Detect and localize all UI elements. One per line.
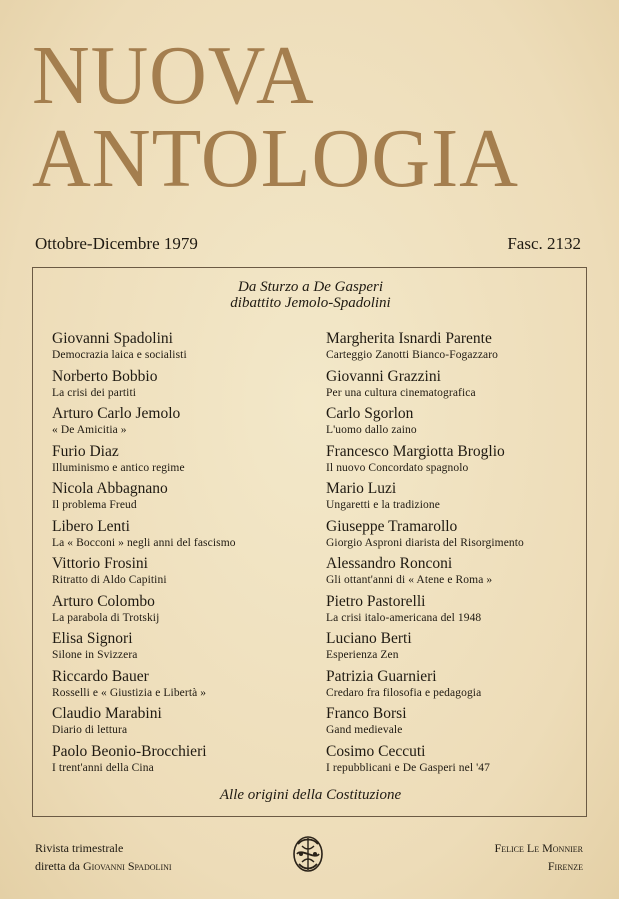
entry-title: Credaro fra filosofia e pedagogia (326, 686, 482, 699)
entry-author: Furio Diaz (52, 442, 119, 460)
entry-author: Arturo Colombo (52, 592, 155, 610)
footer-director-name: Giovanni Spadolini (82, 859, 172, 873)
entry-title: Per una cultura cinematografica (326, 386, 476, 399)
entry-title: La crisi dei partiti (52, 386, 137, 399)
entry-author: Giuseppe Tramarollo (326, 517, 458, 535)
contents-entry (52, 630, 236, 668)
contents-right-column (326, 330, 524, 780)
entry-author: Carlo Sgorlon (326, 405, 414, 422)
entry-title: L'uomo dallo zaino (326, 424, 417, 436)
issue-date: Ottobre-Dicembre 1979 (35, 234, 198, 253)
entry-title: Il problema Freud (52, 499, 137, 511)
entry-author: Mario Luzi (326, 480, 397, 497)
contents-entry (52, 443, 236, 481)
entry-title: Democrazia laica e socialisti (52, 349, 187, 361)
contents-entry (326, 705, 524, 743)
footer-publisher-city: Firenze (547, 859, 583, 873)
publisher-seal-icon (289, 832, 327, 876)
contents-entry (326, 630, 524, 668)
entry-title: Rosselli e « Giustizia e Libertà » (52, 686, 207, 699)
entry-title: Carteggio Zanotti Bianco-Fogazzaro (326, 349, 499, 361)
contents-entry (326, 330, 524, 368)
contents-entry (52, 593, 236, 631)
contents-entry (52, 405, 236, 443)
entry-author: Luciano Berti (326, 630, 412, 647)
contents-entry (52, 705, 236, 743)
entry-title: La crisi italo-americana del 1948 (326, 611, 482, 624)
entry-title: Il nuovo Concordato spagnolo (326, 461, 469, 474)
masthead-title-line2: ANTOLOGIA (32, 112, 520, 205)
issue-fascicle: Fasc. 2132 (507, 234, 581, 253)
footer-publisher-block (495, 839, 583, 875)
contents-entry (326, 518, 524, 556)
entry-author: Claudio Marabini (52, 705, 162, 722)
entry-author: Pietro Pastorelli (326, 592, 426, 610)
contents-heading-line1: Da Sturzo a De Gasperi (238, 279, 383, 295)
entry-author: Giovanni Spadolini (52, 330, 173, 347)
contents-entry (326, 743, 524, 781)
entry-author: Arturo Carlo Jemolo (52, 405, 181, 422)
entry-title: Giorgio Asproni diarista del Risorgimento (326, 536, 524, 549)
entry-title: La « Bocconi » negli anni del fascismo (52, 536, 236, 549)
footer-publisher-name: Felice Le Monnier (494, 841, 583, 855)
entry-author: Francesco Margiotta Broglio (326, 442, 505, 460)
entry-author: Riccardo Bauer (52, 667, 149, 685)
contents-entry (326, 668, 524, 706)
entry-author: Alessandro Ronconi (326, 555, 453, 572)
footer-director-line (35, 857, 172, 875)
entry-author: Norberto Bobbio (52, 367, 158, 385)
entry-title: « De Amicitia » (52, 424, 127, 436)
entry-title: I trent'anni della Cina (52, 761, 154, 774)
contents-entry (52, 668, 236, 706)
entry-author: Paolo Beonio-Brocchieri (52, 742, 207, 760)
contents-left-column (52, 330, 236, 780)
contents-entry (52, 555, 236, 593)
entry-title: Ungaretti e la tradizione (326, 499, 440, 511)
entry-title: Diario di lettura (52, 724, 128, 736)
entry-title: Illuminismo e antico regime (52, 461, 185, 474)
contents-box (32, 267, 587, 817)
entry-title: I repubblicani e De Gasperi nel '47 (326, 761, 490, 774)
contents-entry (326, 443, 524, 481)
entry-title: Gli ottant'anni di « Atene e Roma » (326, 574, 493, 586)
entry-author: Giovanni Grazzini (326, 367, 441, 385)
contents-entry (326, 555, 524, 593)
contents-entry (52, 330, 236, 368)
contents-entry (52, 480, 236, 518)
contents-heading-line2: dibattito Jemolo-Spadolini (230, 295, 391, 311)
entry-author: Franco Borsi (326, 705, 407, 722)
contents-entry (326, 368, 524, 406)
entry-title: Esperienza Zen (326, 649, 399, 661)
footer-periodicity: Rivista trimestrale (35, 841, 124, 855)
contents-entry (326, 405, 524, 443)
entry-title: Silone in Svizzera (52, 649, 138, 661)
entry-author: Vittorio Frosini (52, 555, 148, 572)
masthead-title-line1: NUOVA (32, 29, 315, 122)
footer-editor-block (35, 839, 172, 875)
entry-title: La parabola di Trotskij (52, 611, 160, 624)
entry-title: Ritratto di Aldo Capitini (52, 574, 167, 586)
entry-author: Libero Lenti (52, 517, 130, 535)
contents-entry (326, 593, 524, 631)
entry-author: Margherita Isnardi Parente (326, 330, 492, 347)
entry-author: Cosimo Ceccuti (326, 742, 426, 760)
entry-title: Gand medievale (326, 724, 403, 736)
contents-entry (52, 743, 236, 781)
footer-director-prefix: diretta da (35, 859, 80, 873)
closing-heading: Alle origini della Costituzione (219, 787, 402, 803)
contents-entry (326, 480, 524, 518)
entry-author: Nicola Abbagnano (52, 480, 168, 497)
contents-entry (52, 518, 236, 556)
entry-author: Patrizia Guarnieri (326, 667, 437, 685)
contents-entry (52, 368, 236, 406)
entry-author: Elisa Signori (52, 630, 133, 647)
